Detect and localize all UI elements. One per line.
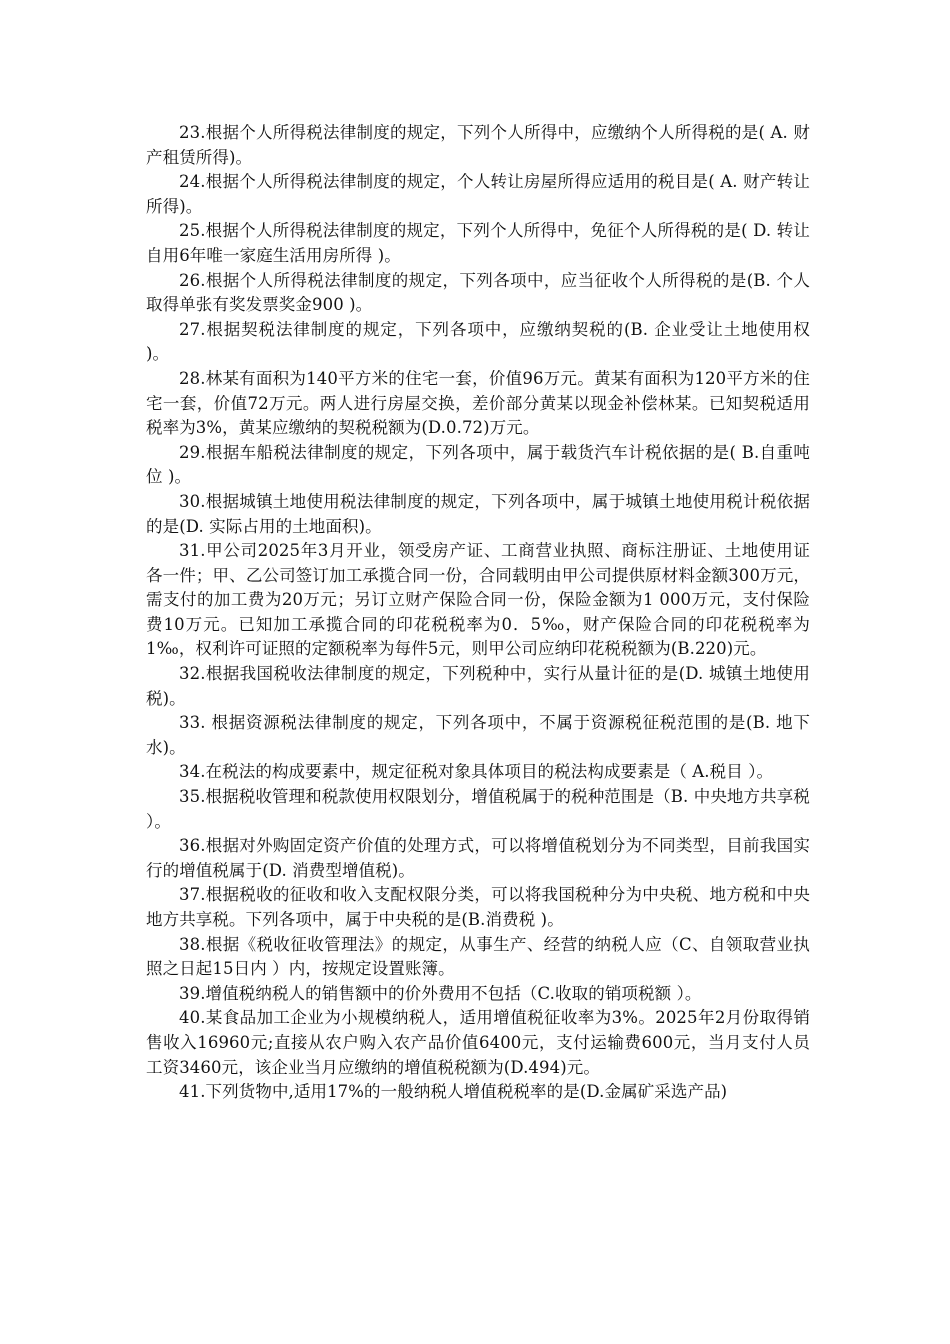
question-31: 31.甲公司2025年3月开业，领受房产证、工商营业执照、商标注册证、土地使用证 各一件；甲、乙公司签订加工承揽合同一份，合同载明由甲公司提供原材料金额300万元， 需支付的加工费为20万元；另订立财产保险合同一份，保险金额为1 000万元，支付保险费10万元。已知加工承揽合同的印花税税率为0．5‰，财产保险合同的印花税税率为1‰，权利许可证照的定额税率为每件5元，则甲公司应纳印花税税额为(B.220)元。	[146, 541, 810, 659]
question-32: 32.根据我国税收法律制度的规定，下列税种中，实行从量计征的是(D. 城镇土地使用税)。	[146, 664, 810, 708]
question-30: 30.根据城镇土地使用税法律制度的规定，下列各项中，属于城镇土地使用税计税依据的是(D. 实际占用的土地面积)。	[146, 491, 810, 536]
question-26: 26.根据个人所得税法律制度的规定，下列各项中，应当征收个人所得税的是(B. 个人取得单张有奖发票奖金900 )。	[146, 270, 810, 315]
question-39: 39.增值税纳税人的销售额中的价外费用不包括（C.收取的销项税额 ）。	[179, 983, 702, 1003]
question-27: 27.根据契税法律制度的规定，下列各项中，应缴纳契税的(B. 企业受让土地使用权 )。	[146, 319, 810, 364]
document-body	[146, 121, 810, 1105]
question-35: 35.根据税收管理和税款使用权限划分，增值税属于的税种范围是（B. 中央地方共享税 ）。	[146, 787, 810, 831]
question-29: 29.根据车船税法律制度的规定，下列各项中，属于载货汽车计税依据的是( B.自重吨位 )。	[146, 442, 810, 487]
question-34: 34.在税法的构成要素中，规定征税对象具体项目的税法构成要素是（ A.税目 ）。	[179, 762, 774, 782]
question-24: 24.根据个人所得税法律制度的规定，个人转让房屋所得应适用的税目是( A. 财产转让所得)。	[146, 172, 810, 216]
question-25: 25.根据个人所得税法律制度的规定，下列个人所得中，免征个人所得税的是( D. 转让自用6年唯一家庭生活用房所得 )。	[146, 221, 810, 265]
question-37: 37.根据税收的征收和收入支配权限分类，可以将我国税种分为中央税、地方税和中央地方共享税。下列各项中，属于中央税的是(B.消费税 )。	[146, 885, 810, 929]
question-23: 23.根据个人所得税法律制度的规定，下列个人所得中，应缴纳个人所得税的是( A. 财产租赁所得)。	[146, 123, 810, 167]
question-36: 36.根据对外购固定资产价值的处理方式，可以将增值税划分为不同类型，目前我国实行的增值税属于(D. 消费型增值税)。	[146, 836, 810, 880]
question-28: 28.林某有面积为140平方米的住宅一套，价值96万元。黄某有面积为120平方米的住宅一套，价值72万元。两人进行房屋交换，差价部分黄某以现金补偿林某。已知契税适用税率为3%，黄某应缴纳的契税税额为(D.0.72)万元。	[146, 368, 810, 438]
question-41: 41.下列货物中,适用17%的一般纳税人增值税税率的是(D.金属矿采选产品)	[179, 1082, 728, 1102]
question-38: 38.根据《税收征收管理法》的规定，从事生产、经营的纳税人应（C、自领取营业执照之日起15日内 ）内，按规定设置账簿。	[146, 934, 810, 979]
question-40: 40.某食品加工企业为小规模纳税人，适用增值税征收率为3%。2025年2月份取得销售收入16960元;直接从农户购入农产品价值6400元，支付运输费600元，当月支付人员工资3460元，该企业当月应缴纳的增值税税额为(D.494)元。	[146, 1008, 810, 1077]
question-33: 33. 根据资源税法律制度的规定，下列各项中，不属于资源税征税范围的是(B. 地下水)。	[146, 713, 810, 757]
